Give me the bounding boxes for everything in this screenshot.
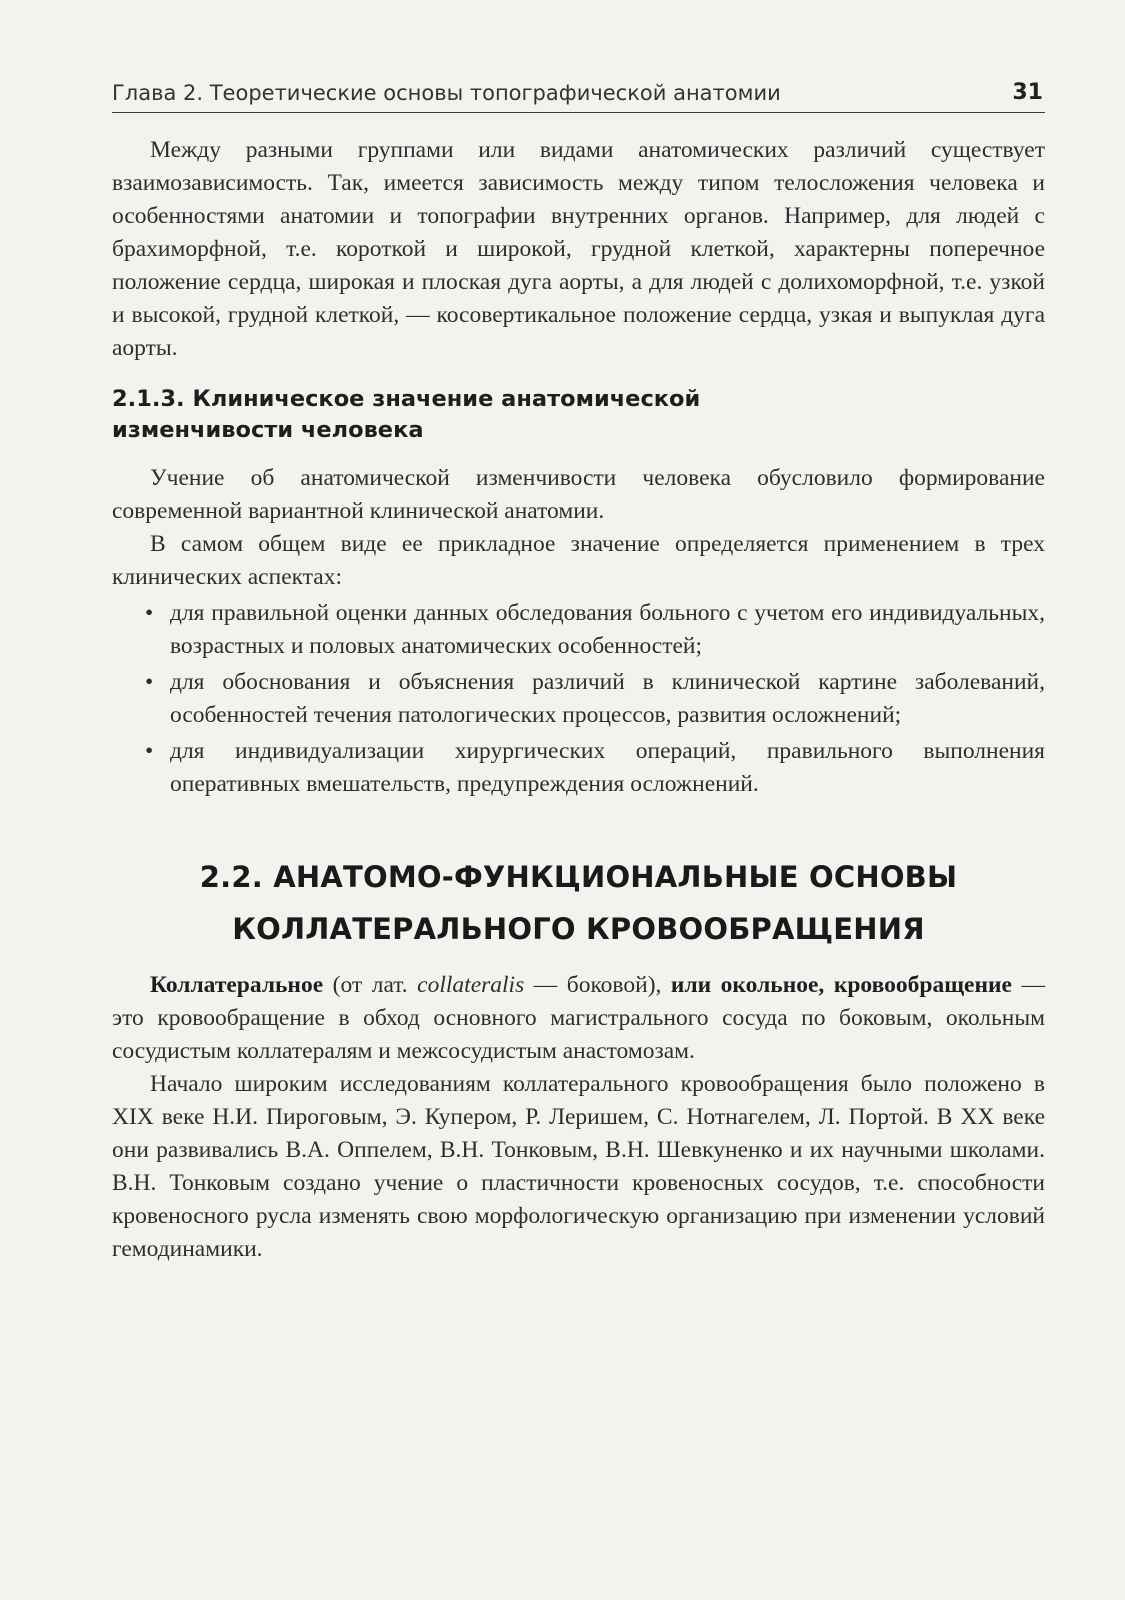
definition-text: — это кровообращение в обход основного магистрального сосуда по боковым, окольным сосудистым коллатералям и межсосудистым анастомозам.	[112, 972, 1045, 1064]
section-title	[112, 851, 1045, 955]
section-title-line-2: КОЛЛАТЕРАЛЬНОГО КРОВООБРАЩЕНИЯ	[232, 912, 925, 946]
bullet-marker: •	[145, 738, 154, 764]
list-item-text: для правильной оценки данных обследования больного с учетом его индивидуальных, возрастных и половых анатомических особенностей;	[170, 600, 1045, 659]
term-circulation: или окольное, кровообращение	[670, 972, 1012, 998]
bullet-marker: •	[145, 669, 154, 695]
paragraph-interdependence: Между разными группами или видами анатомических различий существует взаимозависимость. Так, имеется зависимость между типом телосложения человека и особенностями анатомии и топографии внутренних органов. Например, для людей с брахиморфной, т.е. короткой и широкой, грудной клеткой, характерны поперечное положение сердца, широкая и плоская дуга аорты, а для людей с долихоморфной, т.е. узкой и высокой, грудной клеткой, — косовертикальное положение сердца, узкая и выпуклая дуга аорты.	[112, 137, 1045, 361]
paragraph-definition	[112, 969, 1045, 1068]
list-item	[112, 597, 1045, 663]
book-page	[112, 80, 1045, 1266]
subsection-title-line-1: 2.1.3. Клиническое значение анатомической	[112, 386, 701, 412]
list-item-text: для индивидуализации хирургических операций, правильного выполнения оперативных вмешательств, предупреждения осложнений.	[170, 738, 1045, 797]
paragraph-applied-value: В самом общем виде ее прикладное значение определяется применением в трех клинических аспектах:	[112, 531, 1045, 590]
bullet-marker: •	[145, 600, 154, 626]
paragraph-clinical-anatomy: Учение об анатомической изменчивости человека обусловило формирование современной вариантной клинической анатомии.	[112, 465, 1045, 524]
list-item-text: для обоснования и объяснения различий в клинической картине заболеваний, особенностей течения патологических процессов, развития осложнений;	[170, 669, 1045, 728]
running-header	[112, 80, 1045, 113]
page-number: 31	[1012, 80, 1043, 105]
latin-term: collateralis	[417, 972, 525, 998]
aspects-list	[112, 597, 1045, 801]
etymology-prefix: (от лат.	[323, 972, 418, 998]
term-collateral: Коллатеральное	[150, 972, 324, 998]
paragraph-history: Начало широким исследованиям коллатерального кровообращения было положено в XIX веке Н.И. Пироговым, Э. Купером, Р. Леришем, С. Нотнагелем, Л. Портой. В XX веке они развивались В.А. Оппелем, В.Н. Тонковым, В.Н. Шевкуненко и их научными школами. В.Н. Тонковым создано учение о пластичности кровеносных сосудов, т.е. способности кровеносного русла изменять свою морфологическую организацию при изменении условий гемодинамики.	[112, 1071, 1045, 1262]
chapter-title: Глава 2. Теоретические основы топографической анатомии	[112, 81, 781, 105]
list-item	[112, 666, 1045, 732]
list-item	[112, 735, 1045, 801]
etymology-suffix: — боковой),	[524, 972, 671, 998]
subsection-title-line-2: изменчивости человека	[112, 417, 424, 443]
section-title-line-1: 2.2. АНАТОМО-ФУНКЦИОНАЛЬНЫЕ ОСНОВЫ	[199, 860, 958, 894]
subsection-title	[112, 384, 1045, 446]
